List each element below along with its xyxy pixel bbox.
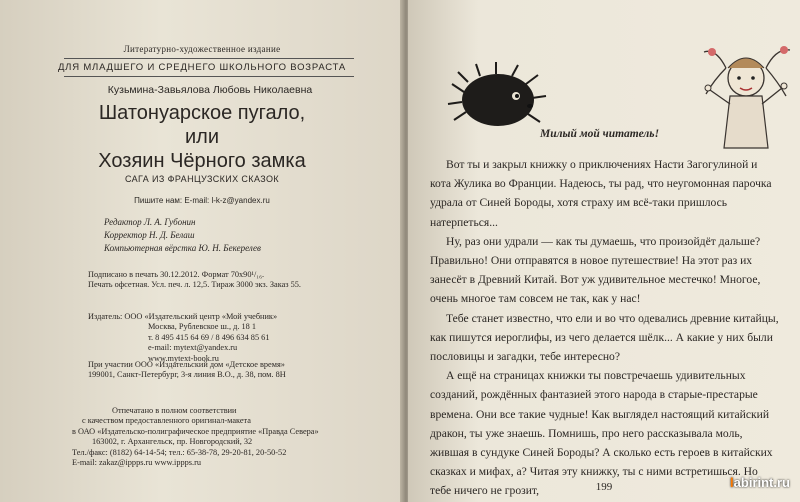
title-line: Шатонуарское пугало,	[98, 102, 306, 124]
author-name: Кузьмина-Завьялова Любовь Николаевна	[107, 84, 313, 96]
publisher-line: e-mail: mytext@yandex.ru	[148, 343, 238, 353]
publisher-line: Москва, Рублевское ш., д. 18 1	[148, 322, 257, 332]
paragraph: А ещё на страницах книжки ты повстречаешь удивительных созданий, рождённых фантазией этого народа в старые-престарые времена. Они все такие чудные! Как выглядел настоящий китайский дракон, ты уже знаешь. Помнишь, про него рассказывала моль, жившая в сундуке Синей Бороды? А сколько есть героев в китайских сказках и мифах, а? Читая эту книжку, ты с ними встретишься. Но тебе ничего не грозит,	[430, 369, 773, 498]
page-number: 199	[595, 481, 613, 493]
printer-line: 163002, г. Архангельск, пр. Новгородский, 32	[92, 437, 253, 447]
right-page	[408, 0, 800, 502]
title-line: Хозяин Чёрного замка	[98, 150, 306, 172]
credit-line: Корректор Н. Д. Белаш	[104, 230, 195, 240]
paragraph: Тебе станет известно, что ели и во что одевались древние китайцы, как пишутся иероглифы, из чего делается шёлк... А какие у них были пословицы и загадки, тебе интересно?	[430, 311, 779, 364]
watermark-logo	[730, 475, 790, 490]
publisher-line: При участии ООО «Издательский дом «Детское время»	[88, 360, 285, 369]
divider	[64, 58, 354, 59]
credit-line: Редактор Л. А. Губонин	[104, 217, 196, 227]
letter-body	[430, 155, 780, 501]
printer-line: Тел./факс: (8182) 64-14-54; тел.: 65-38-78, 29-20-81, 20-50-52	[72, 447, 287, 457]
print-line: Подписано в печать 30.12.2012. Формат 70x90¹/₁₆.	[88, 270, 265, 279]
paragraph: Вот ты и закрыл книжку о приключениях Насти Загогулиной и кота Жулика во Франции. Надеюсь, ты рад, что неугомонная парочка удрала от Синей Бороды, хотя страху им всё-таки пришлось натерпеться...	[430, 158, 772, 229]
watermark-prefix: l	[730, 475, 734, 490]
publisher-info	[88, 312, 388, 364]
publisher-line: т. 8 495 415 64 69 / 8 496 634 85 61	[148, 332, 270, 342]
printer-line: с качеством предоставленного оригинал-макета	[82, 416, 251, 426]
divider	[64, 76, 354, 77]
print-info	[88, 270, 388, 291]
credits	[104, 216, 261, 255]
contact-line: Пишите нам: E-mail: l-k-z@yandex.ru	[134, 196, 270, 205]
publisher-line: 199001, Санкт-Петербург, 3-я линия В.О., д. 38, пом. 8Н	[88, 370, 286, 380]
watermark-rest: abirint.ru	[733, 475, 790, 490]
co-publisher-info	[88, 360, 388, 381]
subtitle: САГА ИЗ ФРАНЦУЗСКИХ СКАЗОК	[124, 174, 280, 184]
printer-line: E-mail: zakaz@ippps.ru www.ippps.ru	[72, 458, 201, 468]
printer-info	[72, 406, 392, 468]
publisher-line: www.mytext-book.ru	[148, 353, 219, 363]
greeting-heading: Милый мой читатель!	[540, 128, 660, 140]
printer-line: Отпечатано в полном соответствии	[112, 406, 237, 415]
printer-line: в ОАО «Издательско-полиграфическое предприятие «Правда Севера»	[72, 426, 319, 436]
print-line: Печать офсетная. Усл. печ. л. 12,5. Тираж 3000 экз. Заказ 55.	[88, 280, 302, 290]
hedgehog-illustration	[442, 62, 552, 134]
girl-illustration	[696, 38, 796, 156]
paragraph: Ну, раз они удрали — как ты думаешь, что произойдёт дальше? Правильно! Они отправятся в новое путешествие! На этот раз их занесёт в Древний Китай. Вот уж удивительное местечко! Многое, очень многое там совсем не так, как у нас!	[430, 234, 761, 306]
book-title	[0, 101, 404, 173]
audience-label: ДЛЯ МЛАДШЕГО И СРЕДНЕГО ШКОЛЬНОГО ВОЗРАСТА	[57, 62, 347, 73]
credit-line: Компьютерная вёрстка Ю. Н. Бекерелев	[104, 243, 261, 253]
title-line: или	[184, 126, 219, 148]
publisher-line: Издатель: ООО «Издательский центр «Мой учебник»	[88, 312, 278, 321]
series-label: Литературно-художественное издание	[123, 44, 281, 54]
